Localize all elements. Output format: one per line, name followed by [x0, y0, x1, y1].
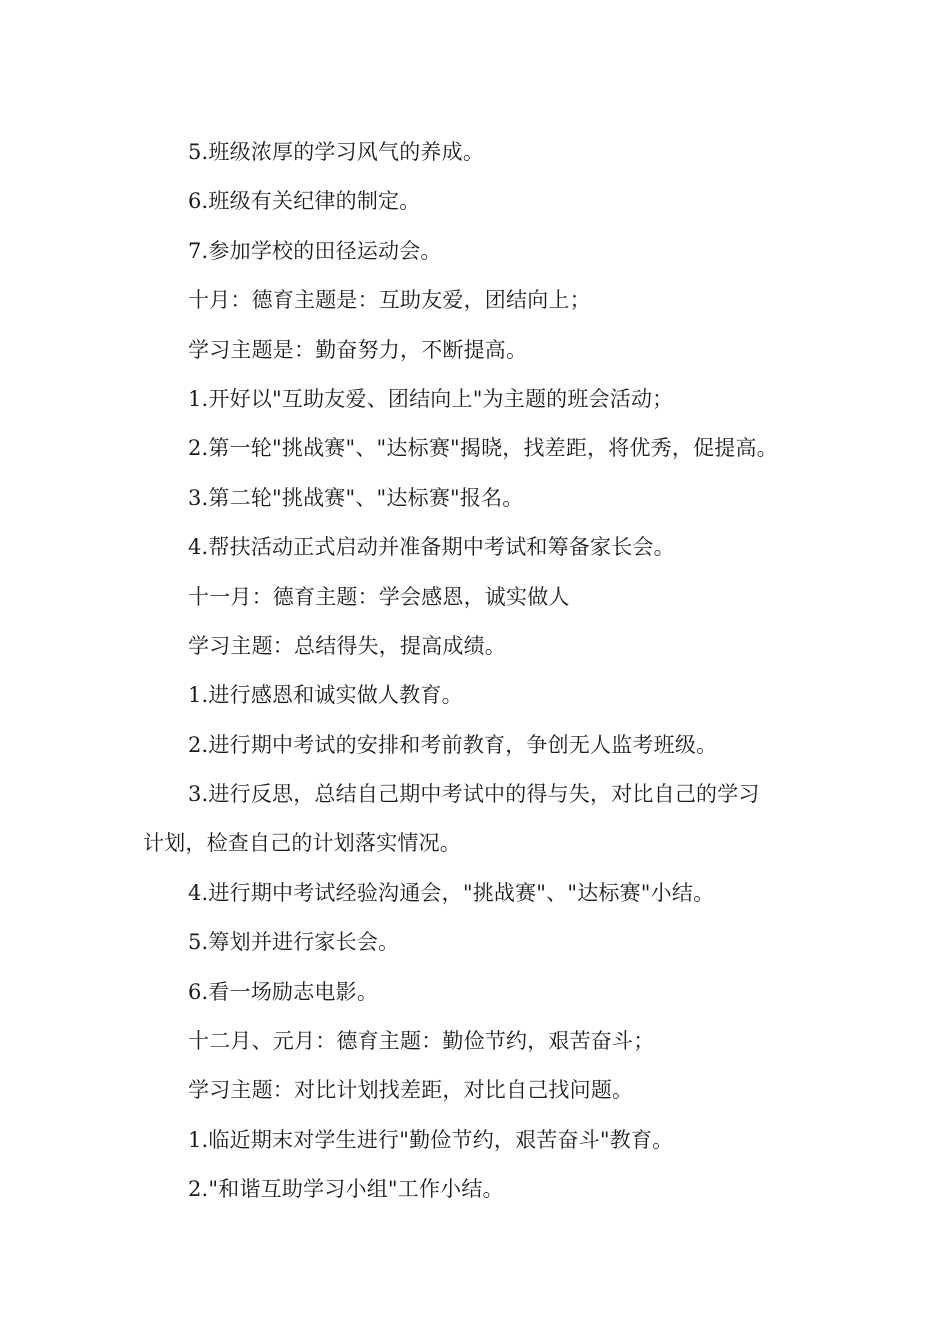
text-line-continuation: 计划，检查自己的计划落实情况。 — [143, 831, 461, 856]
text-line: 3.进行反思，总结自己期中考试中的得与失，对比自己的学习 — [188, 782, 760, 807]
text-line: 2."和谐互助学习小组"工作小结。 — [188, 1177, 504, 1202]
text-line: 2.进行期中考试的安排和考前教育，争创无人监考班级。 — [188, 732, 718, 757]
text-line: 5.班级浓厚的学习风气的养成。 — [188, 140, 485, 164]
text-line: 7.参加学校的田径运动会。 — [188, 238, 442, 263]
text-line: 6.班级有关纪律的制定。 — [188, 189, 421, 214]
text-line: 学习主题：对比计划找差距，对比自己找问题。 — [188, 1078, 634, 1103]
text-line: 2.第一轮"挑战赛"、"达标赛"揭晓，找差距，将优秀，促提高。 — [188, 436, 778, 461]
section-heading-november: 十一月：德育主题：学会感恩，诚实做人 — [188, 584, 570, 609]
text-line: 学习主题是：勤奋努力，不断提高。 — [188, 337, 528, 362]
text-line: 1.进行感恩和诚实做人教育。 — [188, 683, 463, 708]
text-line: 1.开好以"互助友爱、团结向上"为主题的班会活动； — [188, 386, 674, 411]
document-body — [143, 128, 823, 1215]
text-line: 4.进行期中考试经验沟通会，"挑战赛"、"达标赛"小结。 — [188, 880, 715, 905]
text-line: 1.临近期末对学生进行"勤俭节约，艰苦奋斗"教育。 — [188, 1127, 674, 1152]
text-line: 学习主题：总结得失，提高成绩。 — [188, 633, 506, 658]
section-heading-october: 十月：德育主题是：互助友爱，团结向上； — [188, 288, 591, 313]
section-heading-december-january: 十二月、元月：德育主题：勤俭节约，艰苦奋斗； — [188, 1029, 655, 1054]
text-line: 6.看一场励志电影。 — [188, 979, 379, 1004]
text-line: 4.帮扶活动正式启动并准备期中考试和筹备家长会。 — [188, 535, 675, 560]
text-line: 3.第二轮"挑战赛"、"达标赛"报名。 — [188, 485, 524, 510]
text-line: 5.筹划并进行家长会。 — [188, 930, 400, 955]
